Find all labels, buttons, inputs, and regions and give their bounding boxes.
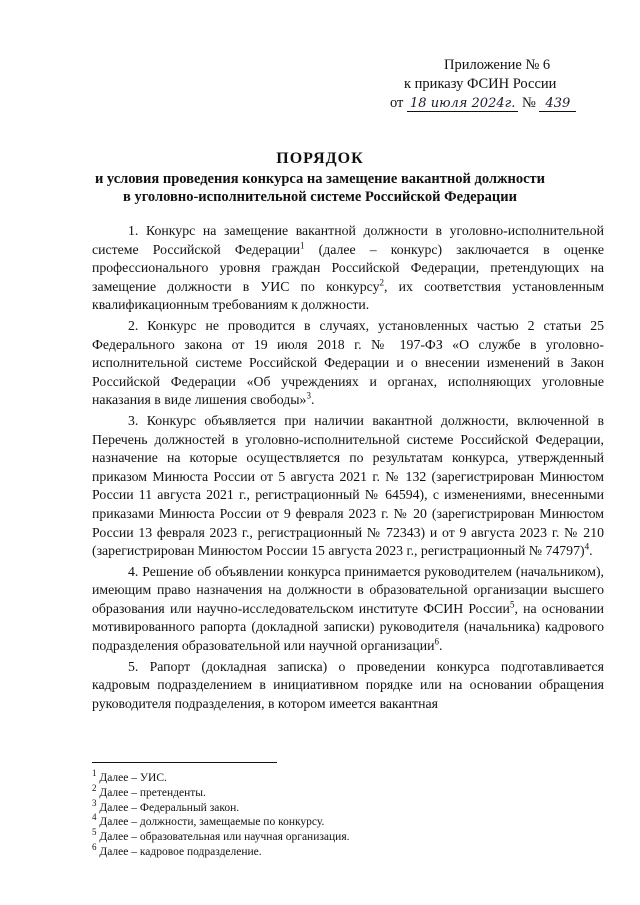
document-title xyxy=(60,148,580,206)
document-body xyxy=(92,222,604,715)
footnote-item xyxy=(92,827,592,845)
footnote-item xyxy=(92,812,592,830)
paragraph-text: 1. Конкурс на замещение вакантной должности в уголовно-исполнительной системе Российской Федерации xyxy=(92,223,604,257)
footnote-text: Далее – должности, замещаемые по конкурсу. xyxy=(96,816,325,829)
footnote-number: 2 xyxy=(92,782,97,793)
footnote-ref: 3 xyxy=(306,390,311,401)
footnote-text: Далее – претенденты. xyxy=(96,786,206,799)
appendix-header xyxy=(390,56,620,113)
footnote-text: Далее – кадровое подразделение. xyxy=(96,845,262,858)
handwritten-date: 18 июля 2024г. xyxy=(407,96,518,112)
paragraph xyxy=(92,412,604,561)
footnote-ref: 4 xyxy=(584,541,590,552)
number-label: № xyxy=(521,95,536,111)
paragraph-text: 2. Конкурс не проводится в случаях, установленных частью 2 статьи 25 Федерального закона от 19 июля 2018 г. № 197-ФЗ «О службе в уголовно-исполнительной системе Российской Федерации и о внесении изменений в Закон Российской Федерации «Об учреждениях и органах, исполняющих уголовные наказания в виде лишения свободы» xyxy=(92,317,604,408)
footnote-ref: 5 xyxy=(509,599,515,610)
footnote-text: Далее – образовательная или научная организация. xyxy=(96,831,350,844)
footnote-item xyxy=(92,768,592,786)
appendix-date-number xyxy=(390,94,620,113)
appendix-order-ref: к приказу ФСИН России xyxy=(404,76,557,92)
paragraph-text: 3. Конкурс объявляется при наличии вакантной должности, включенной в Перечень должностей в уголовно-исполнительной системе Российской Федерации, назначение на которые осуществляется по результатам конкурса, утвержденный приказом Минюста России от 5 августа 2021 г. № 132 (зарегистрирован Минюстом России 11 августа 2021 г., регистрационный № 64594), с изменениями, внесенными приказами Минюста России от 9 февраля 2023 г. № 20 (зарегистрирован Минюстом России 13 февраля 2023 г., регистрационный № 72343) и от 9 августа 2023 г. № 210 (зарегистрирован Минюстом России 15 августа 2023 г., регистрационный № 74797) xyxy=(92,412,604,559)
footnote-separator xyxy=(92,762,277,763)
handwritten-number: 439 xyxy=(539,96,576,112)
footnote-ref: 6 xyxy=(434,636,440,647)
footnote-ref: 1 xyxy=(300,240,305,250)
paragraph xyxy=(92,658,604,714)
footnote-item xyxy=(92,842,592,860)
footnote-item xyxy=(92,797,592,816)
paragraph xyxy=(92,317,604,410)
footnote-number: 5 xyxy=(92,827,97,838)
footnote-number: 6 xyxy=(92,842,97,853)
paragraph-text: . xyxy=(439,638,443,654)
paragraph-text: , их соответствия установленным квалификационным требованиям к должности. xyxy=(92,278,605,313)
paragraph-text: (далее – конкурс) заключается в оценке профессионального уровня граждан Российской Федерации, претендующих на замещение должности в УИС по конкурсу xyxy=(92,241,604,294)
footnote-number: 4 xyxy=(92,812,97,823)
paragraph xyxy=(92,222,604,315)
footnote-number: 3 xyxy=(92,797,97,808)
footnote-text: Далее – УИС. xyxy=(96,772,167,784)
paragraph-text: 5. Рапорт (докладная записка) о проведении конкурса подготавливается кадровым подразделением в инициативном порядке или на основании обращения руководителя подразделения, в котором имеется вакантная xyxy=(92,658,604,711)
paragraph-text: . xyxy=(310,392,315,408)
paragraph xyxy=(92,563,604,656)
paragraph-text: , на основании мотивированного рапорта (докладной записки) руководителя (начальника) кадрового подразделения образовательной или научной организации xyxy=(92,600,605,654)
footnote-item xyxy=(92,782,592,801)
title-subtitle-line-1: и условия проведения конкурса на замещение вакантной должности xyxy=(94,171,546,187)
footnote-ref: 2 xyxy=(379,277,385,288)
paragraph-text: . xyxy=(589,543,593,559)
paragraph-text: 4. Решение об объявлении конкурса принимается руководителем (начальником), имеющим право назначения на должности в образовательной организации высшего образования или научно-исследовательском институте ФСИН России xyxy=(92,563,604,616)
footnotes xyxy=(92,768,592,860)
from-label: от xyxy=(390,95,404,111)
title-subtitle-line-2: в уголовно-исполнительной системе Российской Федерации xyxy=(123,189,517,205)
footnote-text: Далее – Федеральный закон. xyxy=(96,801,240,814)
appendix-title: Приложение № 6 xyxy=(444,57,551,73)
footnote-number: 1 xyxy=(92,768,97,779)
title-main: ПОРЯДОК xyxy=(276,150,364,167)
